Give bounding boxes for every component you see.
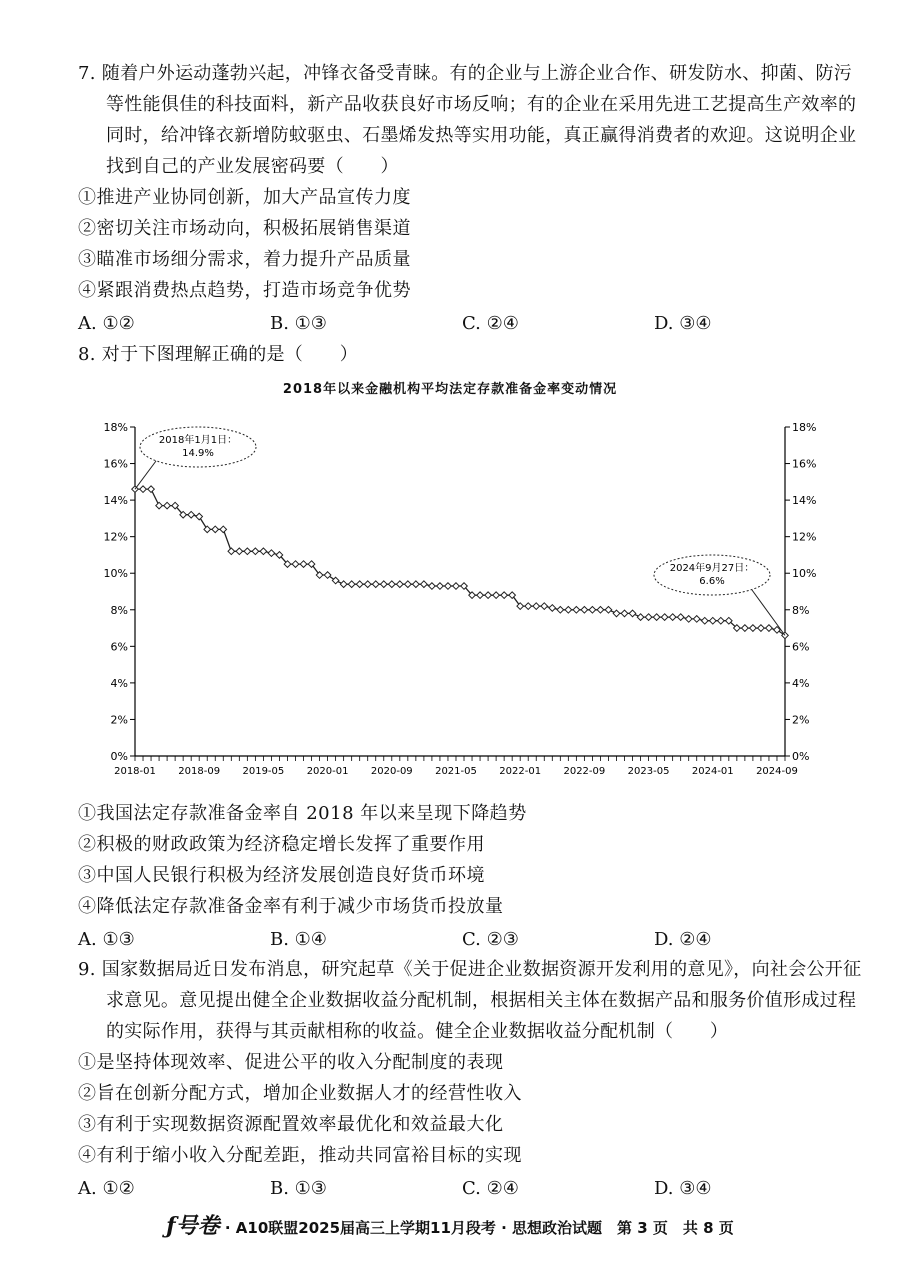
annotation-pointer-start	[135, 461, 156, 489]
data-point	[148, 486, 155, 493]
data-point	[637, 614, 644, 621]
data-point	[413, 581, 420, 588]
data-point	[429, 583, 436, 590]
data-point	[340, 581, 347, 588]
question-7-option-4: ④紧跟消费热点趋势，打造市场竞争优势	[78, 280, 411, 301]
data-point	[364, 581, 371, 588]
choice-a[interactable]: A. ①③	[78, 929, 135, 950]
x-tick-label: 2018-01	[114, 766, 156, 777]
y-tick-label-left: 18%	[103, 421, 128, 434]
y-tick-label-right: 10%	[792, 567, 817, 581]
data-point	[742, 625, 749, 632]
choice-c[interactable]: C. ②④	[462, 1178, 519, 1199]
choice-d[interactable]: D. ③④	[654, 313, 712, 334]
data-point	[405, 581, 412, 588]
y-tick-label-left: 8%	[110, 603, 128, 617]
y-tick-label-left: 0%	[110, 750, 128, 763]
annotation-bubble-start	[140, 427, 256, 467]
data-point	[388, 581, 395, 588]
y-tick-label-right: 4%	[792, 676, 810, 690]
choice-a[interactable]: A. ①②	[78, 313, 135, 334]
y-tick-label-left: 14%	[103, 494, 128, 508]
reserve-ratio-chart	[90, 405, 825, 780]
y-tick-label-right: 12%	[792, 530, 817, 544]
question-8-option-3: ③中国人民银行积极为经济发展创造良好货币环境	[78, 865, 485, 886]
data-point	[669, 614, 676, 621]
y-tick-label-left: 10%	[103, 567, 128, 581]
data-point	[541, 603, 548, 610]
data-point	[156, 502, 163, 509]
data-point	[220, 526, 227, 533]
question-9-option-4: ④有利于缩小收入分配差距，推动共同富裕目标的实现	[78, 1145, 522, 1166]
data-point	[212, 526, 219, 533]
x-tick-label: 2020-09	[370, 766, 413, 777]
data-point	[573, 606, 580, 613]
annotation-start-date: 2018年1月1日：	[158, 435, 238, 446]
data-point	[300, 561, 307, 568]
data-point	[613, 610, 620, 617]
x-tick-label: 2024-01	[691, 766, 734, 777]
data-point	[677, 614, 684, 621]
question-8	[78, 339, 868, 370]
data-point	[372, 581, 379, 588]
data-point	[525, 603, 532, 610]
data-point	[605, 606, 612, 613]
data-point	[348, 581, 355, 588]
data-point	[581, 606, 588, 613]
question-7-option-1: ①推进产业协同创新，加大产品宣传力度	[78, 187, 411, 208]
data-point	[228, 548, 235, 555]
x-tick-label: 2023-05	[627, 766, 670, 777]
data-point	[589, 606, 596, 613]
question-7-choices	[78, 308, 868, 339]
data-point	[485, 592, 492, 599]
data-point	[268, 550, 275, 557]
data-point	[549, 605, 556, 612]
data-point	[750, 625, 757, 632]
question-8-option-2: ②积极的财政政策为经济稳定增长发挥了重要作用	[78, 834, 485, 855]
x-tick-label: 2021-05	[435, 766, 477, 777]
y-tick-label-left: 2%	[110, 713, 128, 727]
chart-title: 2018年以来金融机构平均法定存款准备金率变动情况	[282, 382, 618, 397]
data-point	[501, 592, 508, 599]
y-tick-label-right: 6%	[792, 640, 810, 654]
data-point	[196, 513, 203, 520]
data-point	[661, 614, 668, 621]
data-point	[621, 610, 628, 617]
page-footer	[0, 1209, 900, 1240]
question-7	[78, 58, 868, 339]
x-tick-label: 2019-05	[242, 766, 285, 777]
y-tick-label-left: 12%	[103, 530, 128, 544]
data-point	[493, 592, 500, 599]
data-point	[236, 548, 243, 555]
data-point	[445, 583, 452, 590]
y-tick-label-right: 2%	[792, 713, 810, 727]
data-point	[709, 617, 716, 624]
y-tick-label-right: 18%	[792, 421, 817, 434]
data-point	[140, 486, 147, 493]
choice-d[interactable]: D. ②④	[654, 929, 712, 950]
question-9-option-3: ③有利于实现数据资源配置效率最优化和效益最大化	[78, 1114, 504, 1135]
question-8-option-4: ④降低法定存款准备金率有利于减少市场货币投放量	[78, 896, 504, 917]
question-7-option-2: ②密切关注市场动向，积极拓展销售渠道	[78, 218, 411, 239]
data-point	[380, 581, 387, 588]
data-point	[653, 614, 660, 621]
data-point	[597, 606, 604, 613]
y-tick-label-left: 4%	[110, 676, 128, 690]
data-point	[437, 583, 444, 590]
data-point	[260, 548, 267, 555]
x-tick-label: 2022-01	[499, 766, 542, 777]
question-8-choices	[78, 924, 868, 955]
y-tick-label-right: 8%	[792, 603, 810, 617]
annotation-start-value: 14.9%	[182, 448, 214, 459]
data-point	[164, 502, 171, 509]
annotation-end-value: 6.6%	[699, 576, 725, 587]
data-point	[533, 603, 540, 610]
data-point	[557, 606, 564, 613]
y-tick-label-right: 14%	[792, 494, 817, 508]
data-point	[701, 617, 708, 624]
question-7-option-3: ③瞄准市场细分需求，着力提升产品质量	[78, 249, 411, 270]
choice-d[interactable]: D. ③④	[654, 1178, 712, 1199]
question-8-stem: 8. 对于下图理解正确的是（ ）	[78, 344, 358, 365]
data-point	[204, 526, 211, 533]
question-8-body	[78, 798, 868, 955]
data-point	[292, 561, 299, 568]
choice-b[interactable]: B. ①③	[270, 313, 327, 334]
data-point	[758, 625, 765, 632]
publisher-logo: ƒ号卷	[166, 1213, 220, 1239]
data-point	[252, 548, 259, 555]
data-point	[629, 610, 636, 617]
question-8-option-1: ①我国法定存款准备金率自 2018 年以来呈现下降趋势	[78, 803, 527, 824]
data-point	[188, 511, 195, 518]
data-point	[477, 592, 484, 599]
annotation-bubble-end	[654, 555, 770, 595]
y-tick-label-left: 16%	[103, 457, 128, 471]
question-9-option-2: ②旨在创新分配方式，增加企业数据人才的经营性收入	[78, 1083, 522, 1104]
data-point	[421, 581, 428, 588]
footer-text: · A10联盟2025届高三上学期11月段考 · 思想政治试题 第 3 页 共 8 页	[224, 1219, 734, 1237]
y-tick-label-right: 16%	[792, 457, 817, 471]
data-point	[565, 606, 572, 613]
question-9-choices	[78, 1173, 868, 1204]
question-9-stem: 9. 国家数据局近日发布消息，研究起草《关于促进企业数据资源开发利用的意见》，向社会公开征求意见。意见提出健全企业数据收益分配机制，根据相关主体在数据产品和服务价值形成过程的实际作用，获得与其贡献相称的收益。健全企业数据收益分配机制（ ）	[78, 959, 862, 1042]
y-tick-label-left: 6%	[110, 640, 128, 654]
data-point	[766, 625, 773, 632]
x-tick-label: 2018-09	[178, 766, 221, 777]
choice-c[interactable]: C. ②④	[462, 313, 519, 334]
data-point	[693, 616, 700, 623]
data-point	[453, 583, 460, 590]
question-9	[78, 954, 868, 1204]
choice-c[interactable]: C. ②③	[462, 929, 519, 950]
x-tick-label: 2020-01	[306, 766, 349, 777]
x-tick-label: 2022-09	[563, 766, 606, 777]
data-point	[356, 581, 363, 588]
y-tick-label-right: 0%	[792, 750, 810, 763]
data-point	[244, 548, 251, 555]
data-point	[645, 614, 652, 621]
data-point	[685, 616, 692, 623]
choice-b[interactable]: B. ①④	[270, 929, 327, 950]
data-point	[718, 617, 725, 624]
question-9-option-1: ①是坚持体现效率、促进公平的收入分配制度的表现	[78, 1052, 504, 1073]
data-point	[397, 581, 404, 588]
annotation-end-date: 2024年9月27日：	[669, 563, 755, 574]
choice-a[interactable]: A. ①②	[78, 1178, 135, 1199]
x-tick-label: 2024-09	[756, 766, 798, 777]
choice-b[interactable]: B. ①③	[270, 1178, 327, 1199]
question-7-stem: 7. 随着户外运动蓬勃兴起，冲锋衣备受青睐。有的企业与上游企业合作、研发防水、抑菌、防污等性能俱佳的科技面料，新产品收获良好市场反响；有的企业在采用先进工艺提高生产效率的同时，给冲锋衣新增防蚊驱虫、石墨烯发热等实用功能，真正赢得消费者的欢迎。这说明企业找到自己的产业发展密码要（ ）	[78, 63, 857, 177]
